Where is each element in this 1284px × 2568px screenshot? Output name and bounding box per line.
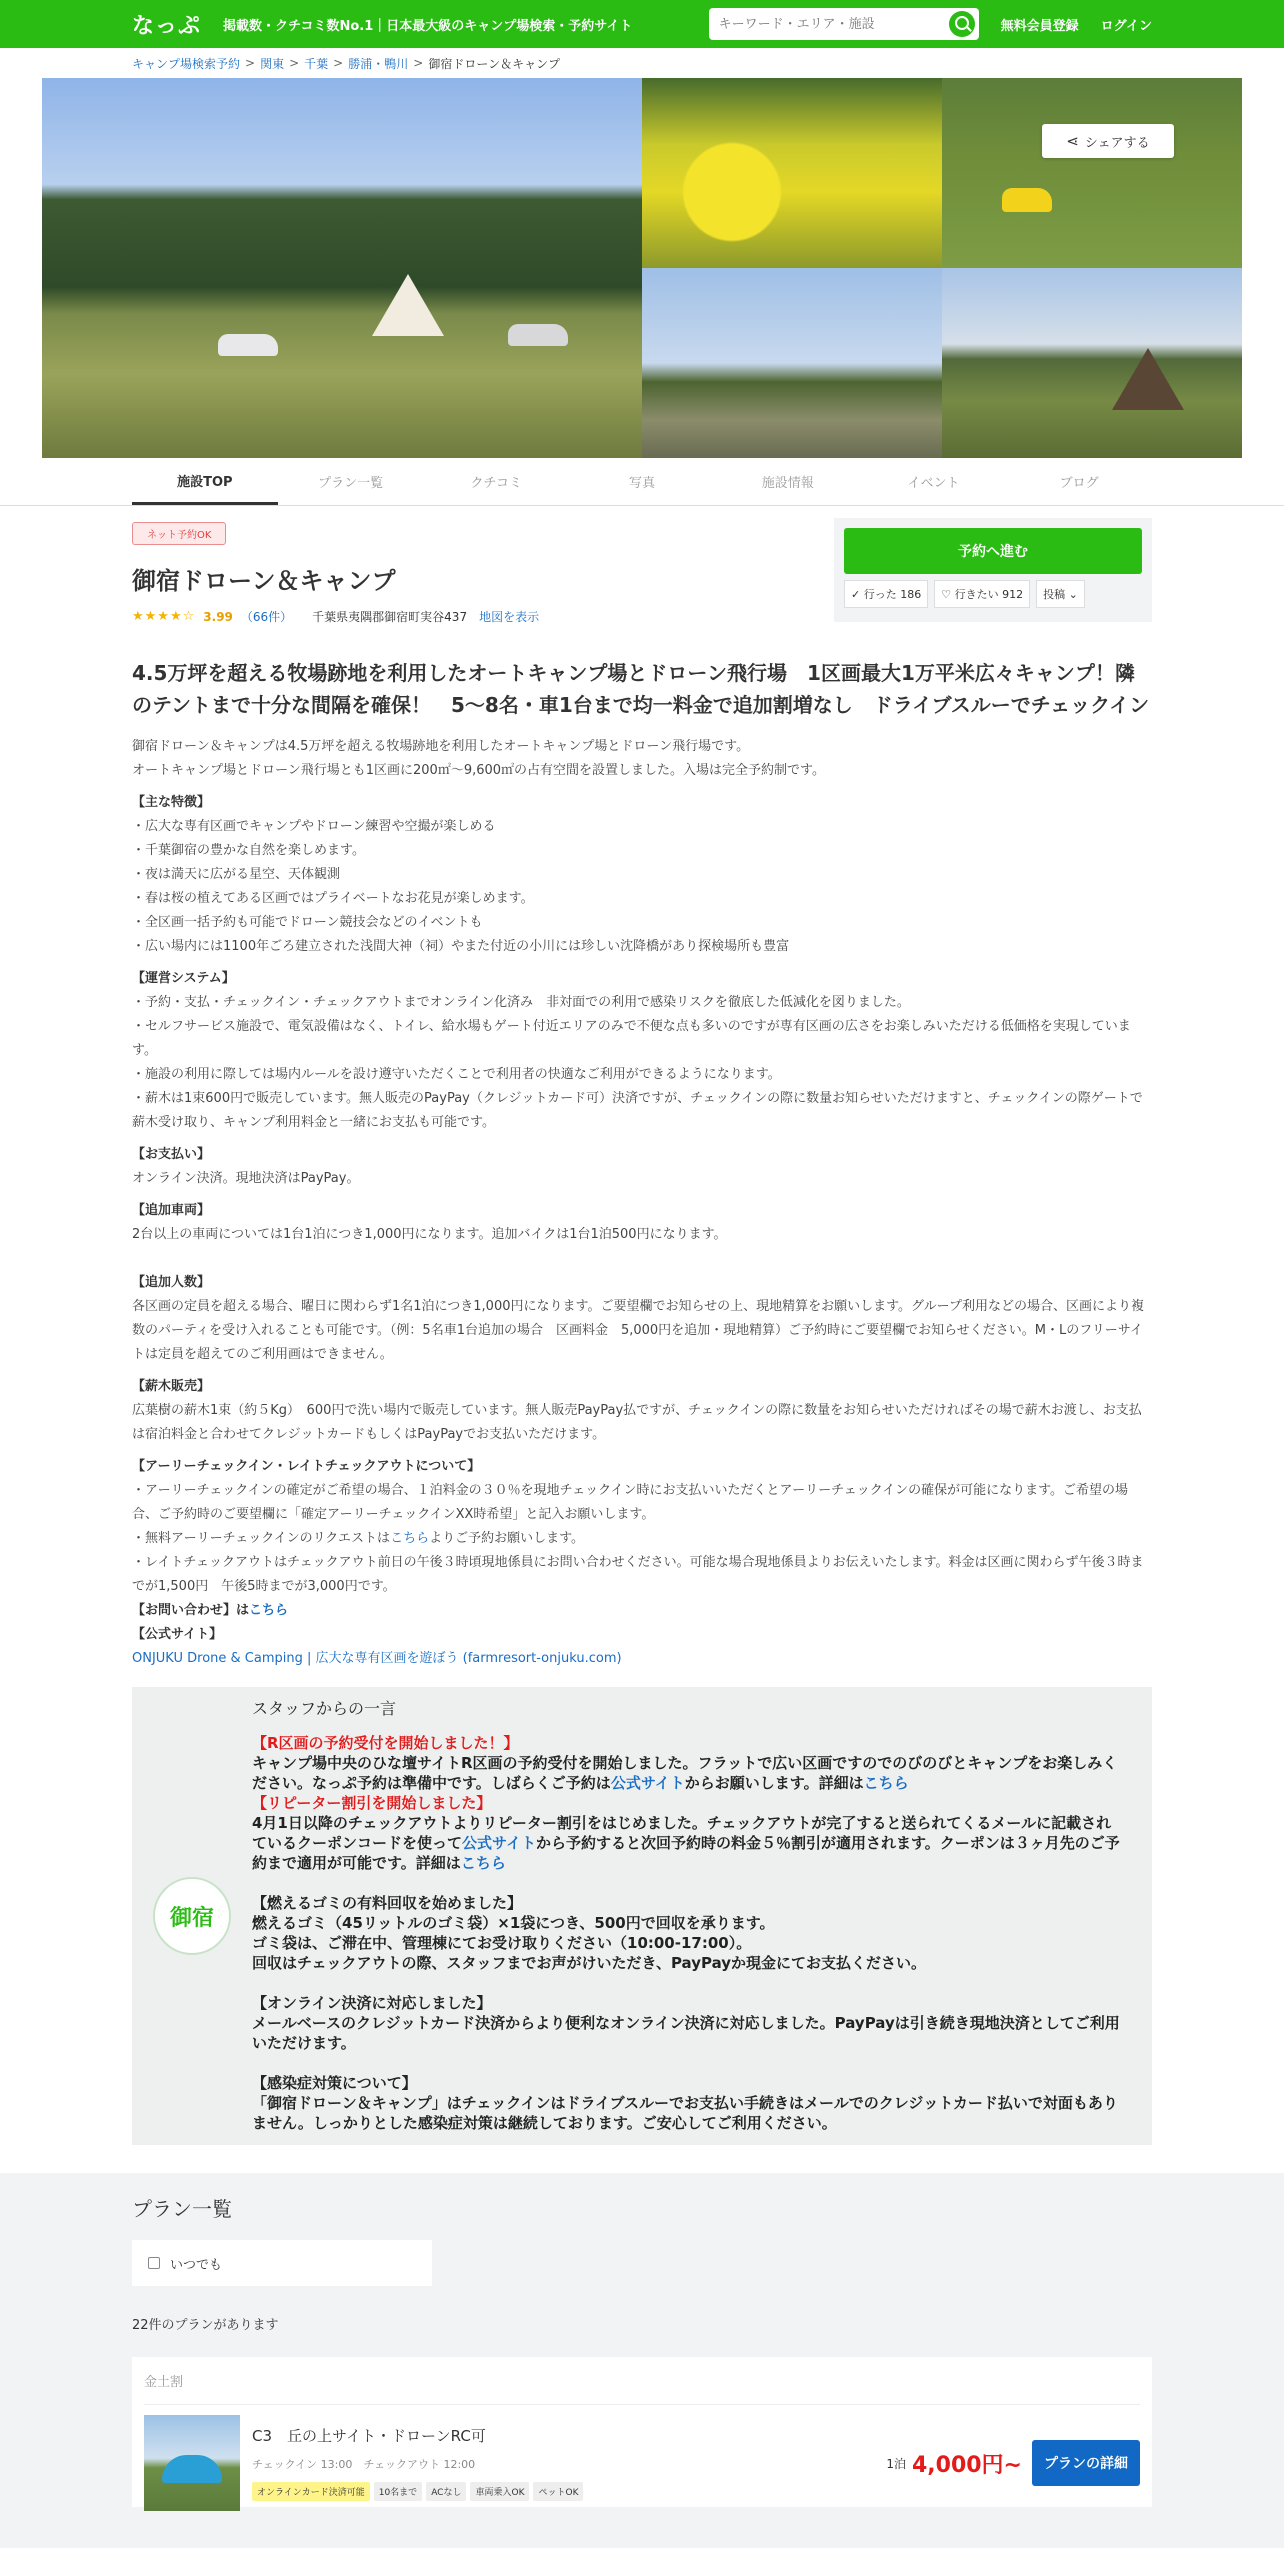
site-tagline: 掲載数・クチコミ数No.1｜日本最大級のキャンプ場検索・予約サイト xyxy=(223,18,633,34)
plan-detail-button[interactable]: プランの詳細 xyxy=(1032,2440,1140,2486)
breadcrumb: キャンプ場検索予約 > 関東 > 千葉 > 勝浦・鴨川 > 御宿ドローン＆キャンプ xyxy=(132,56,561,71)
notice-text: 「御宿ドローン＆キャンプ」はチェックインはドライブスルーでお支払い手続きはメールでのクレジットカード払いで対面もありません。しっかりとした感染症対策は継続しております。ご安心してご利用ください。 xyxy=(252,2094,1118,2132)
late-text: ・レイトチェックアウトはチェックアウト前日の午後３時頃現地係員にお問い合わせください。可能な場合現地係員よりお伝えいたします。料金は区画に関わらず午後３時までが1,500円 午後5時までが3,000円です。 xyxy=(132,1555,1144,1594)
notice-text: メールベースのクレジットカード決済からより便利なオンライン決済に対応しました。PayPayは引き続き現地決済としてご利用いただけます。 xyxy=(252,2014,1120,2052)
section-title: 【公式サイト】 xyxy=(132,1627,223,1642)
went-button[interactable]: ✓ 行った 186 xyxy=(844,580,928,608)
notice-title: 【オンライン決済に対応しました】 xyxy=(252,1994,492,2012)
facility-title: 御宿ドローン＆キャンプ xyxy=(132,567,396,595)
tab-info[interactable]: 施設情報 xyxy=(761,476,814,491)
search-box xyxy=(709,8,979,40)
register-link[interactable]: 無料会員登録 xyxy=(1000,18,1079,34)
breadcrumb-item-search[interactable]: キャンプ場検索予約 xyxy=(132,56,241,71)
notice-title: 【燃えるゴミの有料回収を始めました】 xyxy=(252,1894,523,1912)
photo-gallery xyxy=(42,78,1242,458)
notice-text: ゴミ袋は、ご滞在中、管理棟にてお受け取りください（10:00-17:00）。 xyxy=(252,1934,752,1952)
tent-image xyxy=(1112,348,1184,410)
facility-tabs xyxy=(0,458,1284,506)
car-image xyxy=(508,324,568,346)
tab-reviews[interactable]: クチコミ xyxy=(470,476,523,491)
facility-description xyxy=(132,735,1152,1671)
reserve-actions xyxy=(844,580,1142,608)
reserve-box xyxy=(834,518,1152,622)
payment-text: オンライン決済。現地決済はPayPay。 xyxy=(132,1171,360,1186)
share-icon: ⋖ xyxy=(1066,132,1079,150)
feature-item: ・広い場内には1100年ごろ建立された浅間大神（祠）やまた付近の小川には珍しい沈降橋があり探検場所も豊富 xyxy=(132,939,790,954)
notice-text: 回収はチェックアウトの際、スタッフまでお声がけいただき、PayPayか現金にてお支払ください。 xyxy=(252,1954,927,1972)
date-value: いつでも xyxy=(170,2257,223,2273)
plan-card xyxy=(132,2357,1152,2507)
breadcrumb-item-area[interactable]: 勝浦・鴨川 xyxy=(348,56,409,71)
staff-message xyxy=(132,1687,1152,2145)
contact-row: 【お問い合わせ】はこちら xyxy=(132,1603,289,1618)
plan-tag: ペットOK xyxy=(533,2482,583,2501)
net-reservation-badge: ネット予約OK xyxy=(132,522,226,545)
map-link[interactable]: 地図を表示 xyxy=(479,610,540,624)
tab-plans[interactable]: プラン一覧 xyxy=(318,476,384,491)
section-title: 【追加人数】 xyxy=(132,1275,211,1290)
official-site-link[interactable]: ONJUKU Drone & Camping | 広大な専有区画を遊ぼう (farmresort-onjuku.com) xyxy=(132,1651,622,1666)
photo-flowers[interactable] xyxy=(642,78,942,268)
share-button[interactable] xyxy=(1042,124,1174,158)
site-header xyxy=(0,0,1284,48)
notice-title: 【リピーター割引を開始しました】 xyxy=(252,1794,492,1812)
feature-item: ・春は桜の植えてある区画ではプライベートなお花見が楽しめます。 xyxy=(132,891,534,906)
plan-image[interactable] xyxy=(144,2415,240,2511)
plan-name[interactable]: C3 丘の上サイト・ドローンRC可 xyxy=(252,2427,486,2445)
facility-address: 千葉県夷隅郡御宿町実谷437 xyxy=(312,610,468,624)
early-text: ・アーリーチェックインの確定がご希望の場合、１泊料金の３０％を現地チェックイン時にお支払いいただくとアーリーチェックインの確保が可能になります。ご希望の場合、ご予約時のご要望欄に「確定アーリーチェックインXX時希望」と記入お願いします。 xyxy=(132,1483,1129,1522)
wood-text: 広葉樹の薪木1束（約５Kg） 600円で洗い場内で販売しています。無人販売PayPay払ですが、チェックインの際に数量をお知らせいただければその場で薪木お渡し、お支払は宿泊料金と合わせてクレジットカードもしくはPayPayでお支払いただけます。 xyxy=(132,1403,1142,1442)
star-rating-icon: ★★★★☆ xyxy=(132,609,196,624)
price-unit: 1泊 xyxy=(886,2456,906,2471)
plan-price: 4,000円~ xyxy=(911,2452,1022,2478)
notice-text: キャンプ場中央のひな壇サイトR区画の予約受付を開始しました。フラットで広い区画ですのでのびのびとキャンプをお楽しみください。なっぷ予約は準備中です。しばらくご予約は公式サイトからお願いします。詳細はこちら xyxy=(252,1754,1118,1792)
section-title: 【運営システム】 xyxy=(132,971,235,986)
people-text: 各区画の定員を超える場合、曜日に関わらず1名1泊につき1,000円になります。ご要望欄でお知らせの上、現地精算をお願いします。グループ利用などの場合、区画により複数のパーティを受け入れることも可能です。（例：5名車1台追加の場合 区画料金 5,000円を追加・現地精算）ご予約時にご要望欄でお知らせください。M・Lのフリーサイトは定員を超えてのご利用画はできません。 xyxy=(132,1299,1144,1362)
photo-tent-site[interactable] xyxy=(942,268,1242,458)
section-title: 【薪木販売】 xyxy=(132,1379,211,1394)
main-content xyxy=(0,506,1284,2145)
breadcrumb-item-kanto[interactable]: 関東 xyxy=(260,56,285,71)
details-link[interactable]: こちら xyxy=(460,1854,506,1872)
plan-tag: 車両乗入OK xyxy=(470,2482,529,2501)
car-image xyxy=(1002,188,1052,212)
feature-item: ・全区画一括予約も可能でドローン競技会などのイベントも xyxy=(132,915,483,930)
breadcrumb-item-chiba[interactable]: 千葉 xyxy=(304,56,329,71)
feature-item: ・広大な専有区画でキャンプやドローン練習や空撮が楽しめる xyxy=(132,819,496,834)
search-icon[interactable] xyxy=(949,11,975,37)
section-title: 【アーリーチェックイン・レイトチェックアウトについて】 xyxy=(132,1459,481,1474)
search-input[interactable] xyxy=(719,17,949,32)
login-link[interactable]: ログイン xyxy=(1100,18,1152,34)
intro-text: 御宿ドローン＆キャンプは4.5万坪を超える牧場跡地を利用したオートキャンプ場とドローン飛行場です。 xyxy=(132,739,750,754)
notice-text: 燃えるゴミ（45リットルのゴミ袋）×1袋につき、500円で回収を承ります。 xyxy=(252,1914,775,1932)
staff-logo: 御宿 xyxy=(153,1877,231,1955)
plans-title: プラン一覧 xyxy=(132,2197,232,2221)
notice-text: 4月1日以降のチェックアウトよりリピーター割引をはじめました。チェックアウトが完了すると送られてくるメールに記載されているクーポンコードを使って公式サイトから予約すると次回予約時の料金５％割引が適用されます。クーポンは３ヶ月先のご予約まで適用が可能です。詳細はこちら xyxy=(252,1814,1120,1872)
share-label: シェアする xyxy=(1084,135,1150,151)
early-text: ・無料アーリーチェックインのリクエストはこちらよりご予約お願いします。 xyxy=(132,1531,585,1546)
staff-title: スタッフからの一言 xyxy=(252,1699,397,1718)
ops-item: ・セルフサービス施設で、電気設備はなく、トイレ、給水場もゲート付近エリアのみで不便な点も多いのですが専有区画の広さをお楽しみいただける低価格を実現しています。 xyxy=(132,1019,1131,1058)
main-photo[interactable] xyxy=(42,78,642,458)
review-count-link[interactable]: （66件） xyxy=(240,610,293,624)
plan-times: チェックイン 13:00 チェックアウト 12:00 xyxy=(252,2458,476,2471)
notice-title: 【R区画の予約受付を開始しました！】 xyxy=(252,1734,519,1752)
plan-category: 金土割 xyxy=(144,2371,1140,2405)
car-text: 2台以上の車両については1台1泊につき1,000円になります。追加バイクは1台1泊500円になります。 xyxy=(132,1227,727,1242)
site-logo[interactable]: なっぷ xyxy=(132,13,202,39)
plan-tags xyxy=(252,2482,886,2501)
post-button[interactable]: 投稿 ⌄ xyxy=(1036,580,1085,608)
plan-tag: 10名まで xyxy=(374,2482,422,2501)
feature-item: ・夜は満天に広がる星空、天体観測 xyxy=(132,867,341,882)
tent-image xyxy=(372,274,444,336)
want-button[interactable]: ♡ 行きたい 912 xyxy=(934,580,1030,608)
feature-item: ・千葉御宿の豊かな自然を楽しめます。 xyxy=(132,843,365,858)
calendar-icon xyxy=(148,2257,160,2269)
official-site-link[interactable]: 公式サイト xyxy=(462,1834,536,1852)
details-link[interactable]: こちら xyxy=(863,1774,909,1792)
official-site-link[interactable]: 公式サイト xyxy=(610,1774,685,1792)
plan-count: 22件のプランがあります xyxy=(132,2318,279,2333)
date-selector[interactable] xyxy=(132,2240,432,2286)
plan-tag: オンラインカード決済可能 xyxy=(252,2482,370,2501)
tab-top[interactable]: 施設TOP xyxy=(132,458,278,505)
ops-item: ・薪木は1束600円で販売しています。無人販売のPayPay（クレジットカード可）決済ですが、チェックインの際に数量お知らせいただけますと、チェックインの際ゲートで薪木受け取り、キャンプ利用料金と一緒にお支払も可能です。 xyxy=(132,1091,1143,1130)
photo-path[interactable] xyxy=(642,268,942,458)
photo-field[interactable] xyxy=(942,78,1242,268)
tab-events[interactable]: イベント xyxy=(907,476,960,491)
ops-item: ・施設の利用に際しては場内ルールを設け遵守いただくことで利用者の快適なご利用ができるようになります。 xyxy=(132,1067,781,1082)
contact-link[interactable]: こちら xyxy=(249,1603,289,1618)
staff-message-body xyxy=(252,1699,1152,2133)
tab-photos[interactable]: 写真 xyxy=(629,476,656,491)
plans-section xyxy=(0,2173,1284,2548)
early-checkin-link[interactable]: こちら xyxy=(390,1531,430,1546)
rating-score: 3.99 xyxy=(203,609,233,624)
section-title: 【追加車両】 xyxy=(132,1203,211,1218)
tab-blog[interactable]: ブログ xyxy=(1059,476,1099,491)
notice-title: 【感染症対策について】 xyxy=(252,2074,417,2092)
facility-headline: 4.5万坪を超える牧場跡地を利用したオートキャンプ場とドローン飛行場 1区画最大1万平米広々キャンプ！隣のテントまで十分な間隔を確保！ 5～8名・車1台まで均一料金で追加割増なし ドライブスルーでチェックイン xyxy=(132,661,1150,717)
breadcrumb-current: 御宿ドローン＆キャンプ xyxy=(428,56,561,71)
plan-tag: ACなし xyxy=(426,2482,466,2501)
intro-text: オートキャンプ場とドローン飛行場とも1区画に200㎡～9,600㎡の占有空間を設置しました。入場は完全予約制です。 xyxy=(132,763,826,778)
car-image xyxy=(218,334,278,356)
section-title: 【お支払い】 xyxy=(132,1147,211,1162)
reserve-button[interactable]: 予約へ進む xyxy=(844,528,1142,574)
ops-item: ・予約・支払・チェックイン・チェックアウトまでオンライン化済み 非対面での利用で感染リスクを徹底した低減化を図りました。 xyxy=(132,995,910,1010)
section-title: 【主な特徴】 xyxy=(132,795,211,810)
